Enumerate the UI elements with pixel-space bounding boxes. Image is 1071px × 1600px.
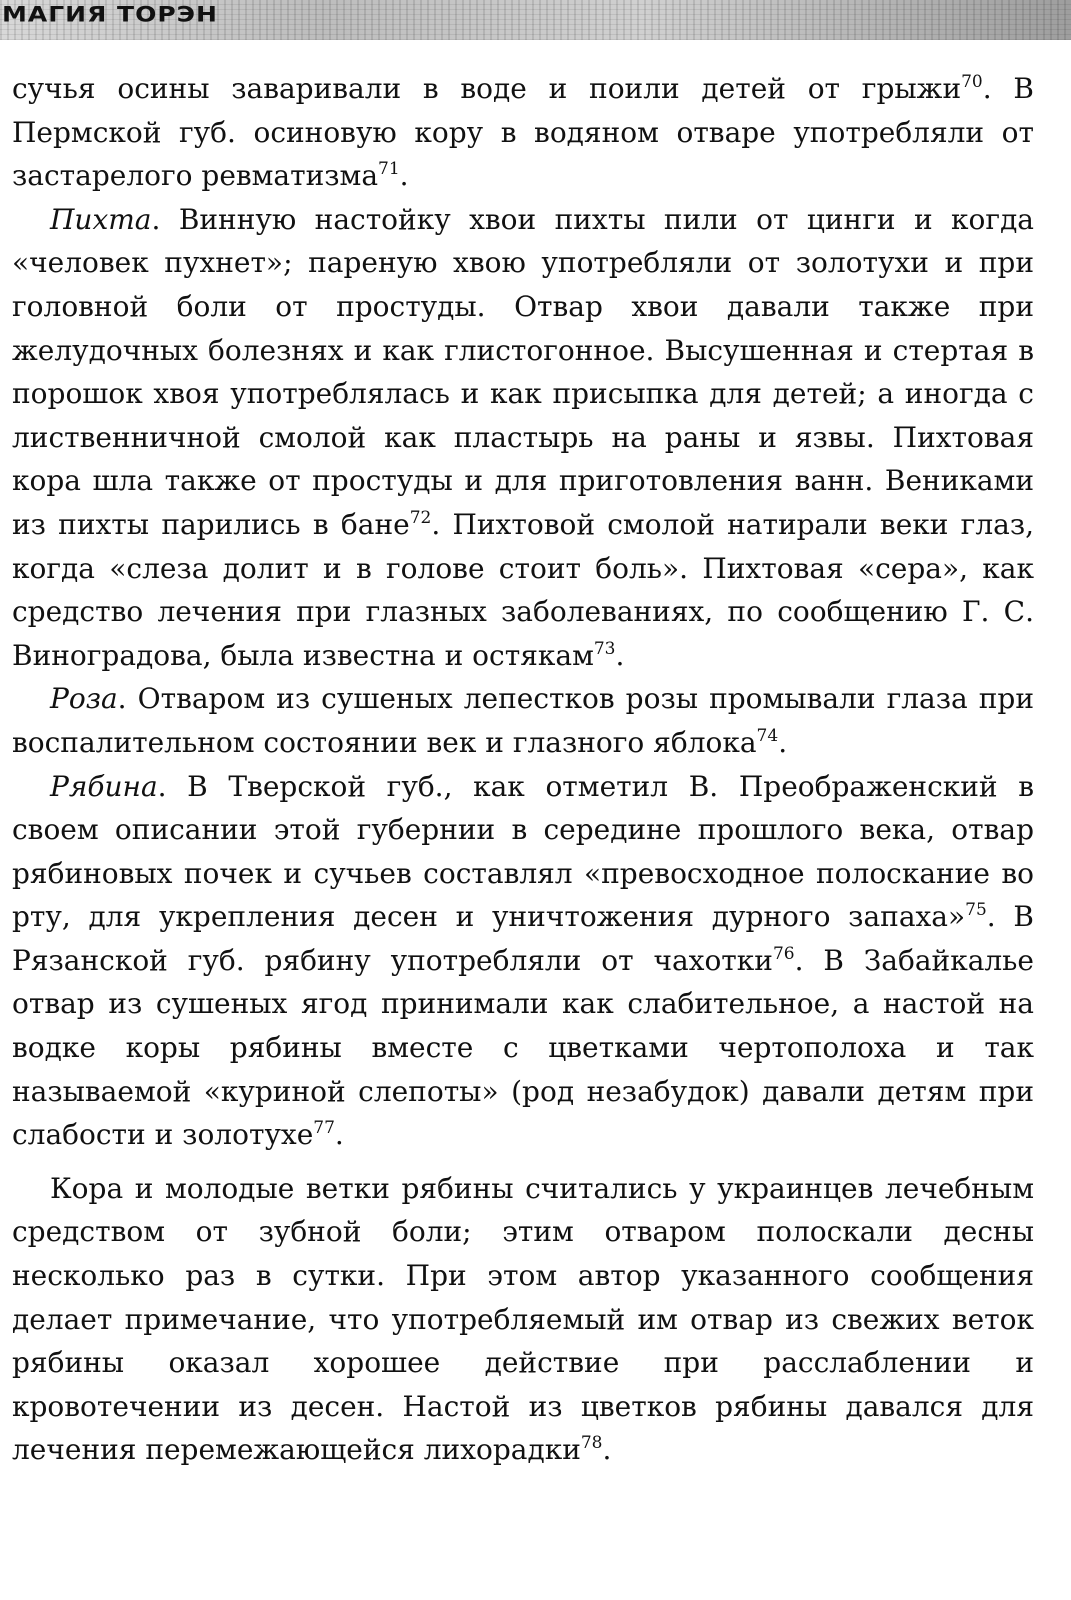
running-head-band (0, 0, 1071, 40)
running-head: МАГИЯ ТОРЭН (2, 2, 218, 27)
footnote-ref-78[interactable]: 78 (580, 1433, 603, 1454)
footnote-ref-73[interactable]: 73 (593, 638, 616, 659)
paragraph-text: . В Забайкалье отвар из сушеных ягод принимали как слабительное, а настой на водке коры рябины вместе с цветками чертополоха и так называемой «куриной слепоты» (род незабудок) давали детям при слабости и золотухе (12, 943, 1034, 1152)
paragraph-text: . Пихтовой смолой натирали веки глаз, когда «слеза долит и в голове стоит боль». Пихтовая «сера», как средство лечения при глазных заболеваниях, по сообщению Г. С. Виноградова, была известна и остякам (12, 507, 1034, 672)
paragraph-text: . (602, 1433, 612, 1467)
footnote-ref-72[interactable]: 72 (409, 507, 432, 528)
paragraph-osina-continued (12, 67, 1034, 198)
footnote-ref-77[interactable]: 77 (313, 1118, 335, 1139)
paragraph-ryabina-ukraine (12, 1167, 1034, 1472)
paragraph-text: . (778, 725, 788, 759)
paragraph-text: . В Рязанской губ. рябину употребляли от чахотки (12, 900, 1034, 977)
paragraph-text: . В Пермской губ. осиновую кору в водяном отваре употребляли от застарелого ревматизма (12, 72, 1034, 193)
term-ryabina: Рябина (50, 769, 158, 803)
footnote-ref-71[interactable]: 71 (378, 159, 400, 180)
footnote-ref-74[interactable]: 74 (756, 725, 779, 746)
footnote-ref-75[interactable]: 75 (965, 900, 987, 921)
paragraph-ryabina (12, 765, 1034, 1157)
paragraph-text: . В Тверской губ., как отметил В. Преображенский в своем описании этой губернии в середине прошлого века, отвар рябиновых почек и сучьев составлял «превосходное полоскание во рту, для укрепления десен и уничтожения дурного запаха» (12, 769, 1034, 934)
paragraph-text: . (334, 1118, 344, 1152)
footnote-ref-76[interactable]: 76 (772, 943, 795, 964)
paragraph-roza (12, 677, 1034, 764)
term-roza: Роза (50, 682, 118, 716)
term-pikhta: Пихта (50, 202, 152, 236)
paragraph-text: Кора и молодые ветки рябины считались у украинцев лечебным средством от зубной боли; этим отваром полоскали десны несколько раз в сутки. При этом автор указанного сообщения делает примечание, что употребляемый им отвар из свежих веток рябины оказал хорошее действие при расслаблении и кровотечении из десен. Настой из цветков рябины давался для лечения перемежающейся лихорадки (12, 1171, 1034, 1467)
paragraph-text: . Отваром из сушеных лепестков розы промывали глаза при воспалительном состоянии век и глазного яблока (12, 682, 1034, 759)
page-body (12, 67, 1034, 1472)
paragraph-text: . Винную настойку хвои пихты пили от цинги и когда «человек пухнет»; пареную хвою употребляли от золотухи и при головной боли от простуды. Отвар хвои давали также при желудочных болезнях и как глистогонное. Высушенная и стертая в порошок хвоя употреблялась и как присыпка для детей; а иногда с лиственничной смолой как пластырь на раны и язвы. Пихтовая кора шла также от простуды и для приготовления ванн. Вениками из пихты парились в бане (12, 202, 1034, 541)
paragraph-text: . (615, 638, 625, 672)
paragraph-pikhta (12, 198, 1034, 678)
paragraph-text: сучья осины заваривали в воде и поили детей от грыжи (12, 72, 962, 105)
paragraph-text: . (399, 159, 409, 193)
footnote-ref-70[interactable]: 70 (961, 72, 983, 92)
